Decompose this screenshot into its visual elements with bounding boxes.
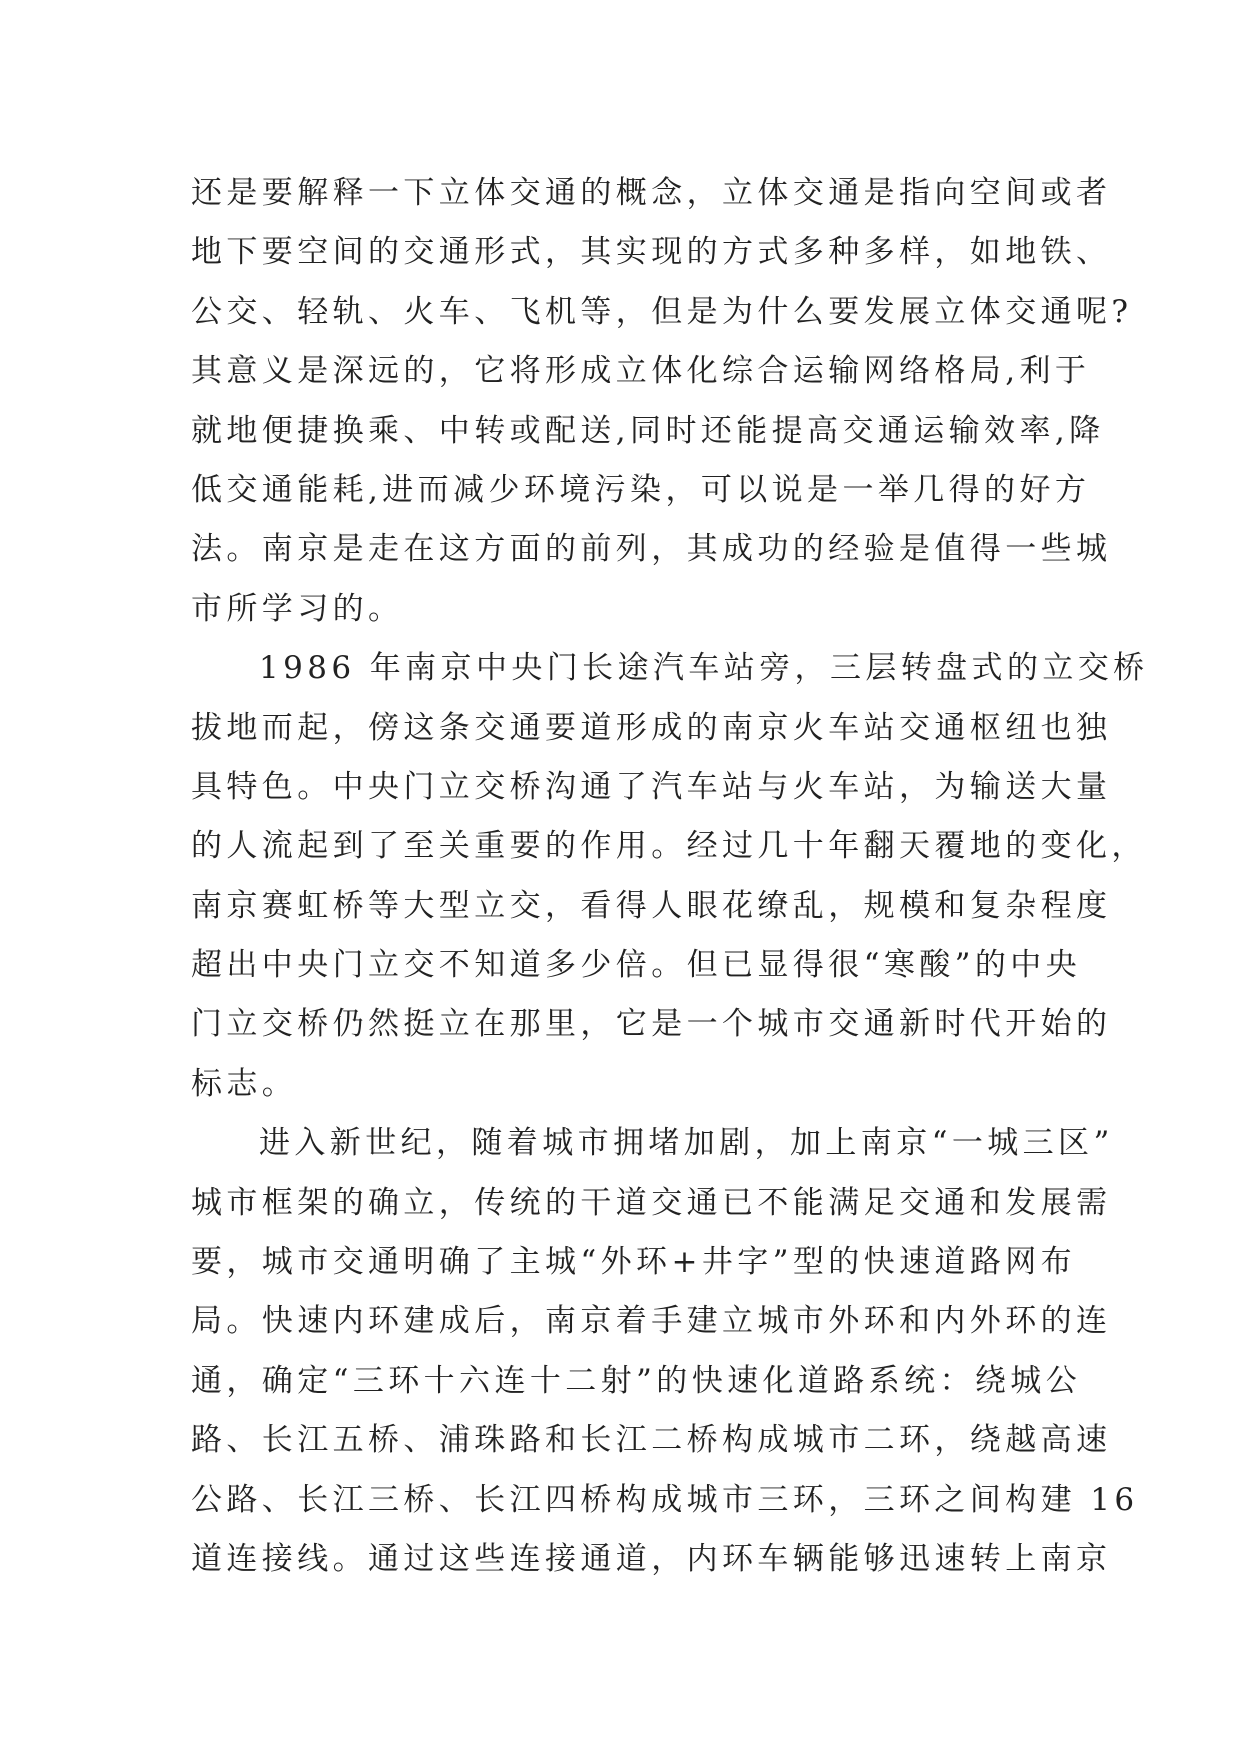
text-line: 地下要空间的交通形式，其实现的方式多种多样，如地铁、 xyxy=(191,234,1112,271)
text-line: 道连接线。通过这些连接通道，内环车辆能够迅速转上南京 xyxy=(191,1540,1112,1577)
text-line: 门立交桥仍然挺立在那里，它是一个城市交通新时代开始的 xyxy=(191,1006,1112,1043)
text-line: 1986 年南京中央门长途汽车站旁，三层转盘式的立交桥 xyxy=(259,650,1149,687)
text-line: 其意义是深远的，它将形成立体化综合运输网络格局,利于 xyxy=(191,353,1091,390)
paragraph-3 xyxy=(191,1114,1139,1589)
text-line: 低交通能耗,进而减少环境污染，可以说是一举几得的好方 xyxy=(191,471,1091,508)
text-line: 局。快速内环建成后，南京着手建立城市外环和内外环的连 xyxy=(191,1303,1112,1340)
text-line: 具特色。中央门立交桥沟通了汽车站与火车站，为输送大量 xyxy=(191,768,1112,805)
document-body xyxy=(191,164,1149,1589)
text-line: 法。南京是走在这方面的前列，其成功的经验是值得一些城 xyxy=(191,531,1112,568)
text-line: 还是要解释一下立体交通的概念，立体交通是指向空间或者 xyxy=(191,175,1112,211)
text-line: 就地便捷换乘、中转或配送,同时还能提高交通运输效率,降 xyxy=(191,412,1105,449)
text-line: 的人流起到了至关重要的作用。经过几十年翻天覆地的变化， xyxy=(191,828,1147,865)
text-line: 公交、轻轨、火车、飞机等，但是为什么要发展立体交通呢? xyxy=(191,293,1133,330)
text-line: 要，城市交通明确了主城“外环+井字”型的快速道路网布 xyxy=(191,1244,1077,1281)
text-line: 超出中央门立交不知道多少倍。但已显得很“寒酸”的中央 xyxy=(191,947,1082,984)
text-line: 南京赛虹桥等大型立交，看得人眼花缭乱，规模和复杂程度 xyxy=(191,887,1112,924)
text-line: 进入新世纪，随着城市拥堵加剧，加上南京“一城三区” xyxy=(259,1125,1114,1162)
text-line: 市所学习的。 xyxy=(191,590,404,627)
text-line: 路、长江五桥、浦珠路和长江二桥构成城市二环，绕越高速 xyxy=(191,1422,1112,1459)
text-line: 通，确定“三环十六连十二射”的快速化道路系统：绕城公 xyxy=(191,1362,1082,1399)
text-line: 公路、长江三桥、长江四桥构成城市三环，三环之间构建 16 xyxy=(191,1481,1139,1518)
text-line: 标志。 xyxy=(191,1065,298,1102)
text-line: 拔地而起，傍这条交通要道形成的南京火车站交通枢纽也独 xyxy=(191,709,1112,746)
paragraph-1 xyxy=(191,164,1133,639)
text-line: 城市框架的确立，传统的干道交通已不能满足交通和发展需 xyxy=(191,1184,1112,1221)
paragraph-2 xyxy=(191,639,1149,1114)
